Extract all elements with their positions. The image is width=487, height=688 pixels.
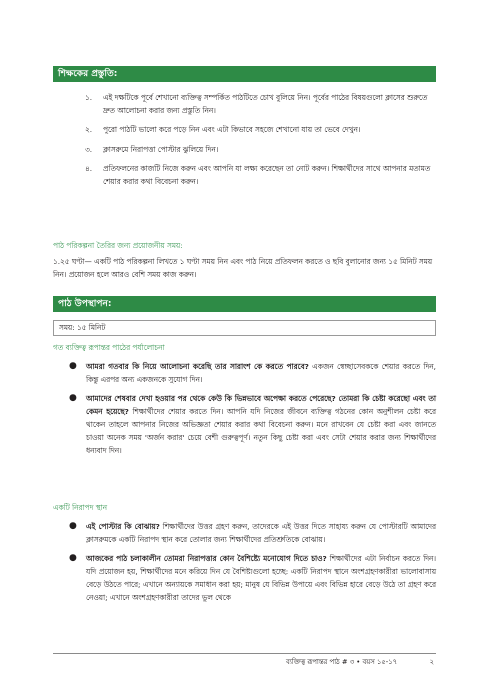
list-number: ২.	[85, 125, 93, 134]
review-heading: গত ব্যক্তিত্ব রূপান্তর পাঠের পর্যালোচনা	[53, 343, 165, 352]
preparation-time-text: ১.২৫ ঘণ্টা— একটি পাঠ পরিকল্পনা লিখতে ১ ঘণ্টা সময় নিন এবং পাঠ নিয়ে প্রতিফলন করতে ও ছবি বুলানোর জন্য ১৫ মিনিট সময় নিন। প্রয়োজন হলে আরও বেশি সময় কাজ করুন।	[53, 257, 433, 279]
bullet-icon: ●	[69, 521, 77, 531]
question-text: এই পোস্টার কি বোঝায়?	[86, 522, 160, 531]
lesson-introduction-heading: পাঠ উপস্থাপন:	[53, 296, 436, 312]
bullet-icon: ●	[69, 393, 77, 403]
list-item	[53, 144, 436, 157]
list-item	[53, 163, 436, 188]
safe-space-heading: একটি নিরাপদ স্থান	[53, 503, 108, 512]
instruction-text: শিক্ষার্থীদের এটা নির্বাচন করতে দিন। যদি প্রয়োজন হয়, শিক্ষার্থীদের মনে করিয়ে দিন যে বৈশিষ্ট্যগুলো হচ্ছে: একটি নিরাপদ স্থানে অংশগ্রহণকারীরা ভালোবাসায় বেড়ে উঠতে পারে; এখানে অন্যায়কে সমাধান করা হয়; মানুষ যে বিভিন্ন উপায়ে এবং বিভিন্ন হারে বেড়ে উঠে তা গ্রহণ করে নেওয়া; এখানে অংশগ্রহণকারীরা তাদের ভুল থেকে	[86, 554, 436, 602]
list-number: ১.	[85, 93, 93, 102]
teacher-preparation-heading: শিক্ষকের প্রস্তুতি:	[53, 66, 436, 82]
list-item	[53, 520, 436, 546]
preparation-list	[53, 92, 436, 195]
list-item	[53, 124, 436, 137]
time-box-text: সময়: ১৫ মিনিট	[59, 323, 106, 332]
time-box	[53, 320, 436, 336]
list-item-text: এই দক্ষটিকে পূর্বে শেখানো ব্যক্তিত্ব সম্পর্কিত পাঠটিতে চোখ বুলিয়ে নিন। পূর্বের পাঠের বিষয়গুলো ক্লাসের শুরুতে দ্রুত আলোচনা করার জন্য প্রস্তুতি নিন।	[103, 93, 428, 115]
instruction-text: শিক্ষার্থীদের উত্তর গ্রহণ করুন, তাদেরকে এই উত্তর দিতে সাহায্য করুন যে পোস্টারটি আমাদের ক্লাসরুমকে একটি নিরাপদ স্থান করে তোলার জন্য শিক্ষার্থীদের প্রতিশ্রুতিকে বোঝায়।	[86, 522, 436, 544]
question-text: আমাদের শেষবার দেখা হওয়ার পর থেকে কেউ কি ভিন্নভাবে অপেক্ষা করতে পেরেছে? তোমরা কি চেষ্টা করেছো এবং তা কেমন হয়েছে?	[86, 394, 436, 416]
instruction-text: শিক্ষার্থীদের শেয়ার করতে দিন। আপনি যদি নিজের জীবনে ব্যক্তিত্ব গঠনের কোন অনুশীলন চেষ্টা করে থাকেন তাহলে আপনার নিজের অভিজ্ঞতা শেয়ার করার কথা বিবেচনা করুন। মনে রাখবেন যে চেষ্টা করা এবং জানতে চাওয়া অনেক সময় 'অর্জন করার' চেয়ে বেশী গুরুত্বপূর্ণ। নতুন কিছু চেষ্টা করা এবং সেটা শেয়ার করার জন্য শিক্ষার্থীদের ধন্যবাদ দিন।	[86, 407, 437, 455]
preparation-time-heading: পাঠ পরিকল্পনা তৈরির জন্য প্রয়োজনীয় সময়:	[53, 241, 183, 250]
footer-divider	[53, 653, 436, 654]
list-item	[53, 392, 436, 457]
page-number: ২	[429, 658, 434, 666]
list-item-text: প্রতিফলনের কাজটি নিজে করুন এবং আপনি যা লক্ষ্য করেছেন তা নোট করুন। শিক্ষার্থীদের সাথে আপনার মতামত শেয়ার করার কথা বিবেচনা করুন।	[103, 164, 431, 186]
instruction-text: একজন স্বেচ্ছাসেবককে শেয়ার করতে দিন, কিন্তু এরপর অন্য একজনকে সুযোগ দিন।	[86, 362, 436, 384]
review-list	[53, 360, 436, 463]
question-text: আজকের পাঠ চলাকালীন তোমরা নিরাপত্তার কোন বৈশিষ্ট্যে মনোযোগ দিতে চাও?	[86, 554, 327, 563]
list-item-text: পুরো পাঠটি ভালো করে পড়ে নিন এবং এটা কিভাবে সহজে শেখানো যায় তা ভেবে দেখুন।	[103, 125, 361, 134]
safe-space-list	[53, 520, 436, 610]
list-number: ৩.	[85, 144, 93, 154]
question-text: আমরা গতবার কি নিয়ে আলোচনা করেছি তার সারাংশ কে করতে পারবে?	[86, 362, 309, 371]
bullet-icon: ●	[69, 361, 77, 371]
list-number: ৪.	[85, 164, 93, 173]
list-item	[53, 360, 436, 386]
bullet-icon: ●	[69, 553, 77, 563]
footer-text: ব্যক্তিত্ব রূপান্তর পাঠ # ৩ • বয়স ১৫-১৭	[286, 658, 397, 666]
list-item	[53, 92, 436, 117]
list-item-text: ক্লাসরুমে নিরাপত্তা পোস্টার ঝুলিয়ে দিন।	[103, 144, 219, 154]
list-item	[53, 552, 436, 604]
